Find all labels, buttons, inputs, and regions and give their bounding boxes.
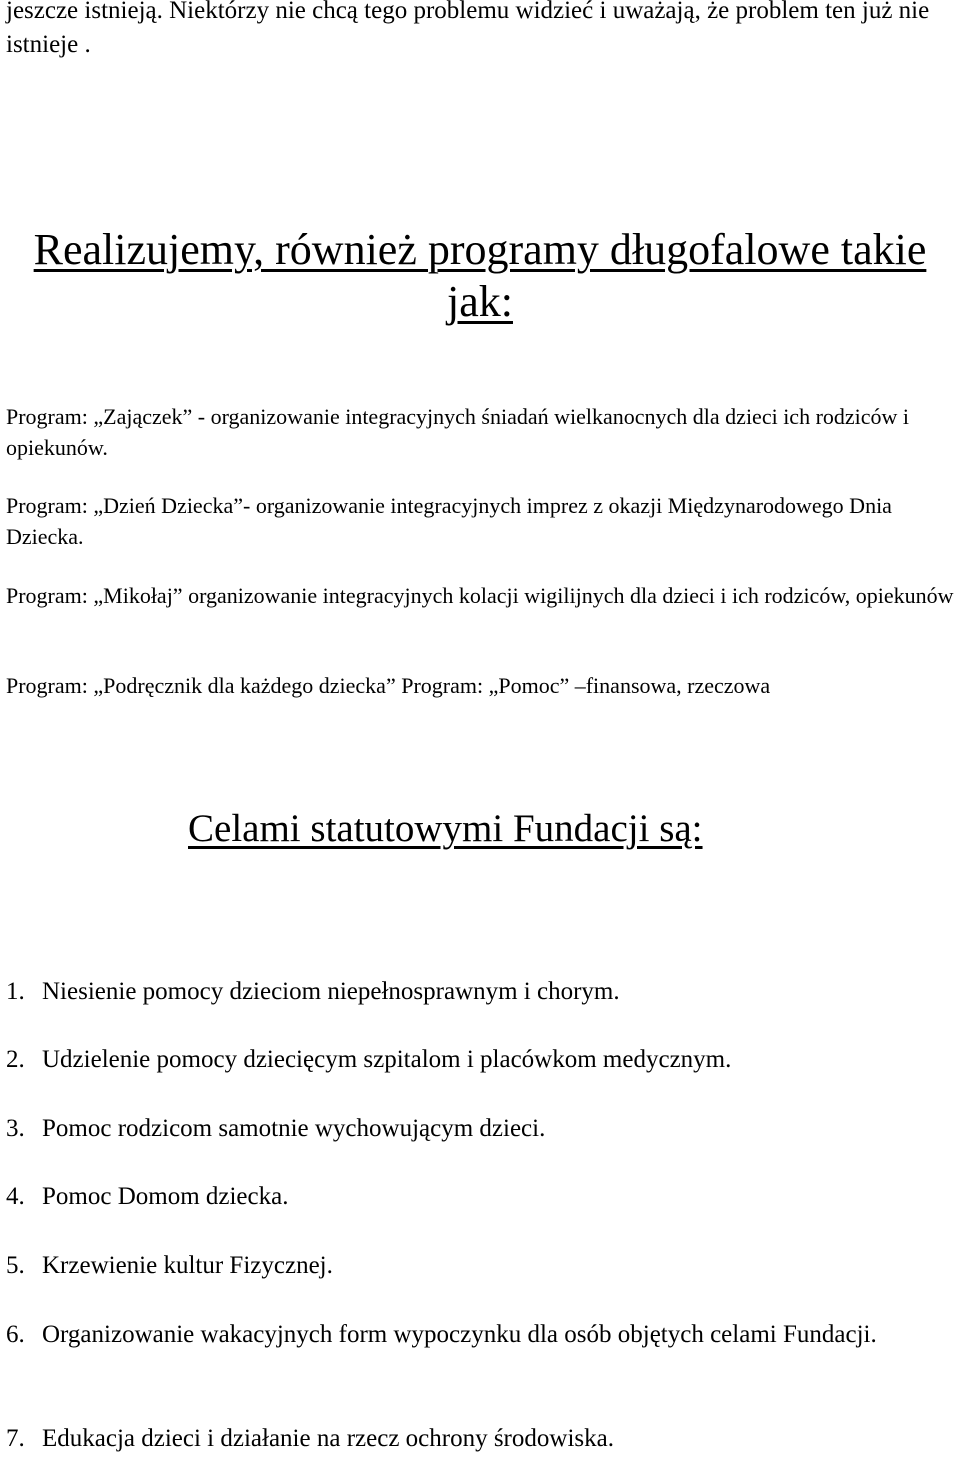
goal-text: Pomoc rodzicom samotnie wychowującym dzieci. bbox=[42, 1115, 546, 1142]
goal-text: Niesienie pomocy dzieciom niepełnosprawnym i chorym. bbox=[42, 978, 620, 1005]
intro-paragraph: jeszcze istnieją. Niektórzy nie chcą tego problemu widzieć i uważają, że problem ten już nie istnieje . bbox=[6, 0, 930, 58]
goal-text: Edukacja dzieci i działanie na rzecz ochrony środowiska. bbox=[42, 1425, 614, 1452]
goal-item bbox=[6, 975, 936, 1009]
goal-number: 6. bbox=[6, 1321, 25, 1348]
goal-item bbox=[6, 1112, 936, 1146]
goal-item bbox=[6, 1180, 936, 1214]
goal-item bbox=[6, 1249, 936, 1283]
goal-number: 1. bbox=[6, 978, 25, 1005]
goal-number: 2. bbox=[6, 1046, 25, 1073]
goal-number: 7. bbox=[6, 1425, 25, 1452]
goal-text: Organizowanie wakacyjnych form wypoczynku dla osób objętych celami Fundacji. bbox=[42, 1321, 877, 1348]
goal-text: Krzewienie kultur Fizycznej. bbox=[42, 1252, 333, 1279]
goal-text: Pomoc Domom dziecka. bbox=[42, 1183, 289, 1210]
goal-number: 5. bbox=[6, 1252, 25, 1279]
program-zajaczek: Program: „Zajączek” - organizowanie integracyjnych śniadań wielkanocnych dla dzieci ich rodziców i opiekunów. bbox=[6, 404, 910, 460]
goal-number: 4. bbox=[6, 1183, 25, 1210]
programs-heading: Realizujemy, również programy długofalowe takie jak: bbox=[33, 225, 927, 326]
program-podrecznik-pomoc: Program: „Podręcznik dla każdego dziecka” Program: „Pomoc” –finansowa, rzeczowa bbox=[6, 673, 771, 698]
goal-item bbox=[6, 1043, 936, 1077]
goal-item bbox=[6, 1318, 936, 1352]
goal-number: 3. bbox=[6, 1115, 25, 1142]
program-dzien-dziecka: Program: „Dzień Dziecka”- organizowanie integracyjnych imprez z okazji Międzynarodowego Dnia Dziecka. bbox=[6, 493, 892, 549]
goal-text: Udzielenie pomocy dziecięcym szpitalom i placówkom medycznym. bbox=[42, 1046, 732, 1073]
program-mikolaj: Program: „Mikołaj” organizowanie integracyjnych kolacji wigilijnych dla dzieci i ich rodziców, opiekunów bbox=[6, 583, 954, 608]
goals-heading: Celami statutowymi Fundacji są: bbox=[188, 807, 703, 850]
goal-item bbox=[6, 1422, 936, 1456]
